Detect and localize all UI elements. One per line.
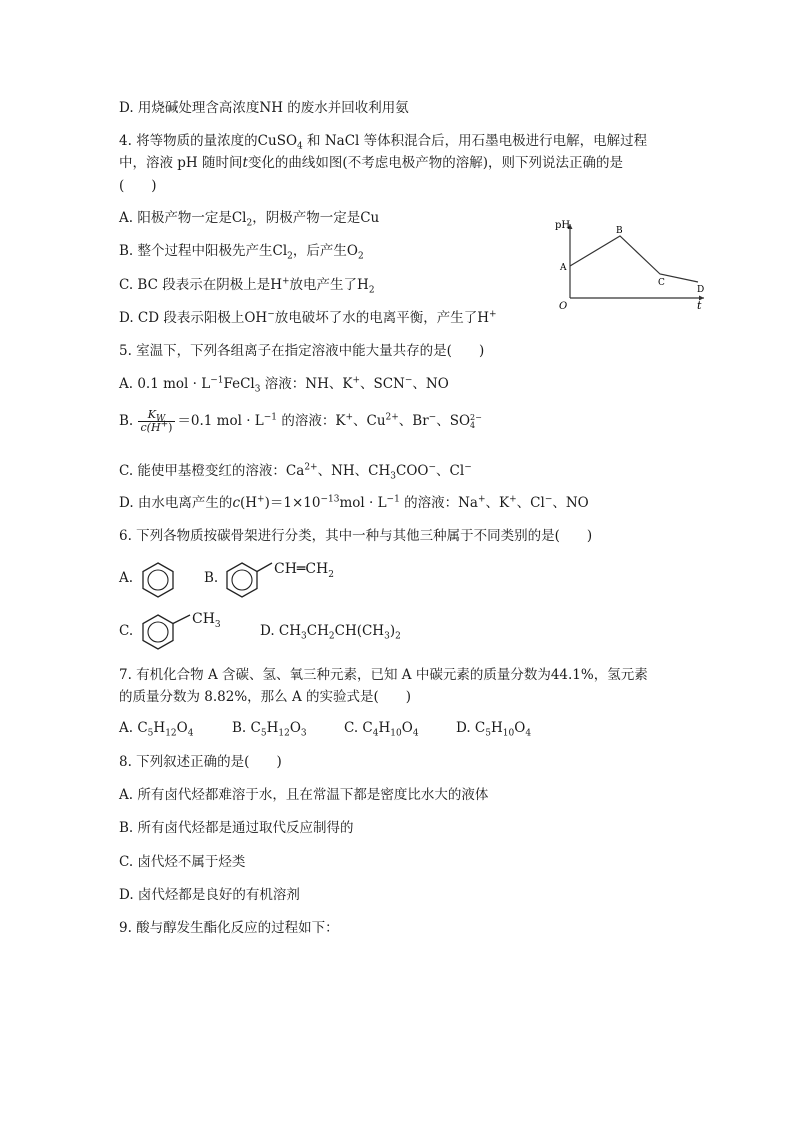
q4-option-b: B. 整个过程中阳极先产生$Cl_2$，后产生$O_2$ <box>119 243 364 262</box>
q5-option-a: A. 0.1 mol · $L^{-1}FeCl_3$ 溶液：NH、K+、SCN−、NO <box>119 375 449 395</box>
benzene-icon <box>138 560 178 600</box>
q7-stem-line1: 7. 有机化合物 A 含碳、氢、氧三种元素，已知 A 中碳元素的质量分数为44.1%，氢元素 <box>119 667 648 683</box>
x-axis-label: t <box>697 299 702 310</box>
q6-option-b-label: B. <box>204 570 219 586</box>
q7-stem-line2: 的质量分数为 8.82%，那么 A 的实验式是( ) <box>119 689 412 705</box>
q3-option-d: D. 用烧碱处理含高浓度NH 的废水并回收利用氨 <box>119 100 409 116</box>
q5-option-c: C. 能使甲基橙变红的溶液：$Ca^{2+}$、NH、$CH_3COO^-$、Cl− <box>119 462 472 482</box>
styrene-group: $CH═CH_2$ <box>274 561 335 580</box>
ph-time-graph <box>552 218 712 310</box>
q6-option-d: D. $CH_3CH_2CH(CH_3)_2$ <box>260 623 401 642</box>
q7-option-d: D. $C_5H_{10}O_4$ <box>456 720 532 739</box>
point-d-label: D <box>697 285 705 295</box>
q6-option-c-label: C. <box>119 623 134 639</box>
q7-option-a: A. $C_5H_{12}O_4$ <box>119 720 194 739</box>
q4-stem-line1: 4. 将等物质的量浓度的CuSO$_4$ 和 NaCl 等体积混合后，用石墨电极进行电解，电解过程 <box>119 133 648 152</box>
point-a-label: A <box>560 263 567 273</box>
q6-stem: 6. 下列各物质按碳骨架进行分类，其中一种与其他三种属于不同类别的是( ) <box>119 528 593 544</box>
y-axis-label: pH <box>555 220 571 231</box>
q4-option-a: A. 阳极产物一定是$Cl_2$，阴极产物一定是Cu <box>119 210 380 229</box>
q5-option-d: D. 由水电离产生的$c(H^+)=1\times 10^{-13}mol \cdot L^{-1}$ 的溶液：Na+、K+、Cl−、NO <box>119 494 589 511</box>
q4-option-c: C. BC 段表示在阴极上是H+放电产生了$H_2$ <box>119 276 375 296</box>
toluene-ring-icon <box>138 612 192 652</box>
q7-option-b: B. $C_5H_{12}O_3$ <box>232 720 307 739</box>
q7-option-c: C. $C_4H_{10}O_4$ <box>344 720 419 739</box>
point-c-label: C <box>658 278 665 288</box>
q4-option-d: D. CD 段表示阳极上OH−放电破坏了水的电离平衡，产生了H+ <box>119 309 497 326</box>
q8-stem: 8. 下列叙述正确的是( ) <box>119 754 282 770</box>
ph-curve <box>570 236 698 282</box>
q6-option-a-label: A. <box>119 570 134 586</box>
q4-stem-line3: ( ) <box>119 178 157 194</box>
origin-label: O <box>559 301 568 310</box>
styrene-ring-icon <box>222 560 274 600</box>
kw-fraction: $\frac{K_W}{c(H^+)}$ <box>138 409 176 434</box>
q8-option-b: B. 所有卤代烃都是通过取代反应制得的 <box>119 820 354 836</box>
q8-option-c: C. 卤代烃不属于烃类 <box>119 854 246 870</box>
q5-option-b: B. $\frac{K_W}{c(H^+)}$ ＝0.1 mol · $L^{-1}$ 的溶液：K+、$Cu^{2+}$、Br−、SO 2− 4 <box>119 408 482 434</box>
q8-option-d: D. 卤代烃都是良好的有机溶剂 <box>119 887 300 903</box>
point-b-label: B <box>616 226 623 236</box>
q5-stem: 5. 室温下，下列各组离子在指定溶液中能大量共存的是( ) <box>119 343 485 359</box>
q4-stem-line2: 中，溶液 pH 随时间t变化的曲线如图(不考虑电极产物的溶解)，则下列说法正确的是 <box>119 155 623 171</box>
toluene-methyl-group: $CH_3$ <box>192 611 221 630</box>
q8-option-a: A. 所有卤代烃都难溶于水，且在常温下都是密度比水大的液体 <box>119 787 489 803</box>
q9-stem: 9. 酸与醇发生酯化反应的过程如下： <box>119 920 339 936</box>
